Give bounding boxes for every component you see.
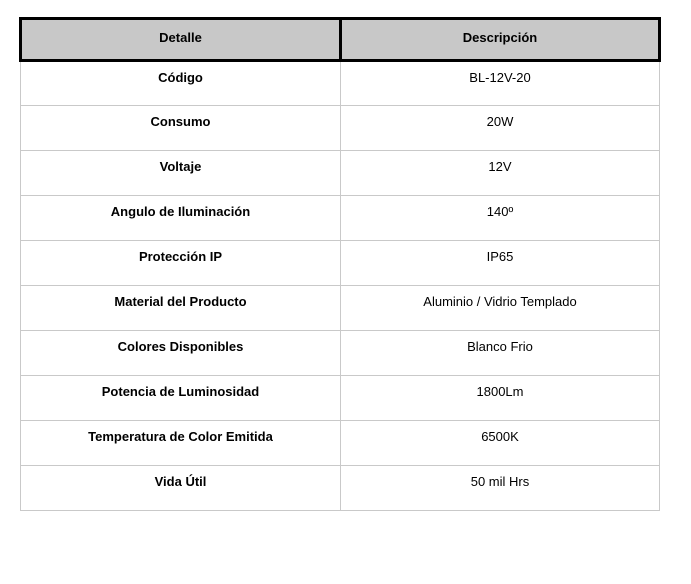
row-value: BL-12V-20 [469,70,531,85]
header-detalle-label: Detalle [159,30,202,45]
row-value-cell [341,466,660,511]
row-label-cell [21,151,341,196]
row-value: 140º [486,204,514,219]
row-label: Angulo de Iluminación [110,204,251,219]
row-label: Consumo [150,114,211,129]
table-row [21,196,660,241]
row-label-cell [21,421,341,466]
row-value-cell [341,151,660,196]
row-value-cell [341,196,660,241]
row-value: IP65 [486,249,514,264]
row-label-cell [21,241,341,286]
row-value-cell [341,331,660,376]
row-label: Protección IP [138,249,223,264]
table-row [21,376,660,421]
row-value: 1800Lm [476,384,524,399]
table-row [21,106,660,151]
row-label: Material del Producto [114,294,247,309]
row-label: Temperatura de Color Emitida [88,429,273,444]
row-value: 6500K [481,429,519,444]
row-value-cell [341,421,660,466]
row-label-cell [21,376,341,421]
row-value-cell [341,241,660,286]
table-body [21,61,660,511]
table-row [21,151,660,196]
row-value: Aluminio / Vidrio Templado [423,294,577,309]
row-label-cell [21,466,341,511]
table-row [21,286,660,331]
row-value-cell [341,106,660,151]
row-label-cell [21,106,341,151]
row-value: 50 mil Hrs [470,474,530,489]
row-value: Blanco Frio [467,339,533,354]
row-value-cell [341,376,660,421]
spec-table [19,17,661,511]
row-label-cell [21,286,341,331]
header-row [21,19,660,61]
row-label: Colores Disponibles [117,339,244,354]
row-label: Voltaje [159,159,202,174]
row-value: 20W [486,114,514,129]
table-row [21,466,660,511]
row-label: Código [158,70,203,85]
table-row [21,61,660,106]
table-row [21,421,660,466]
table-row [21,331,660,376]
row-label-cell [21,331,341,376]
row-value-cell [341,61,660,106]
row-label-cell [21,196,341,241]
row-value-cell [341,286,660,331]
header-descripcion [341,19,660,61]
row-label: Vida Útil [154,474,207,489]
table-row [21,241,660,286]
row-label-cell [21,61,341,106]
header-descripcion-label: Descripción [462,30,538,45]
row-value: 12V [488,159,512,174]
row-label: Potencia de Luminosidad [101,384,260,399]
header-detalle [21,19,341,61]
table-header [21,19,660,61]
